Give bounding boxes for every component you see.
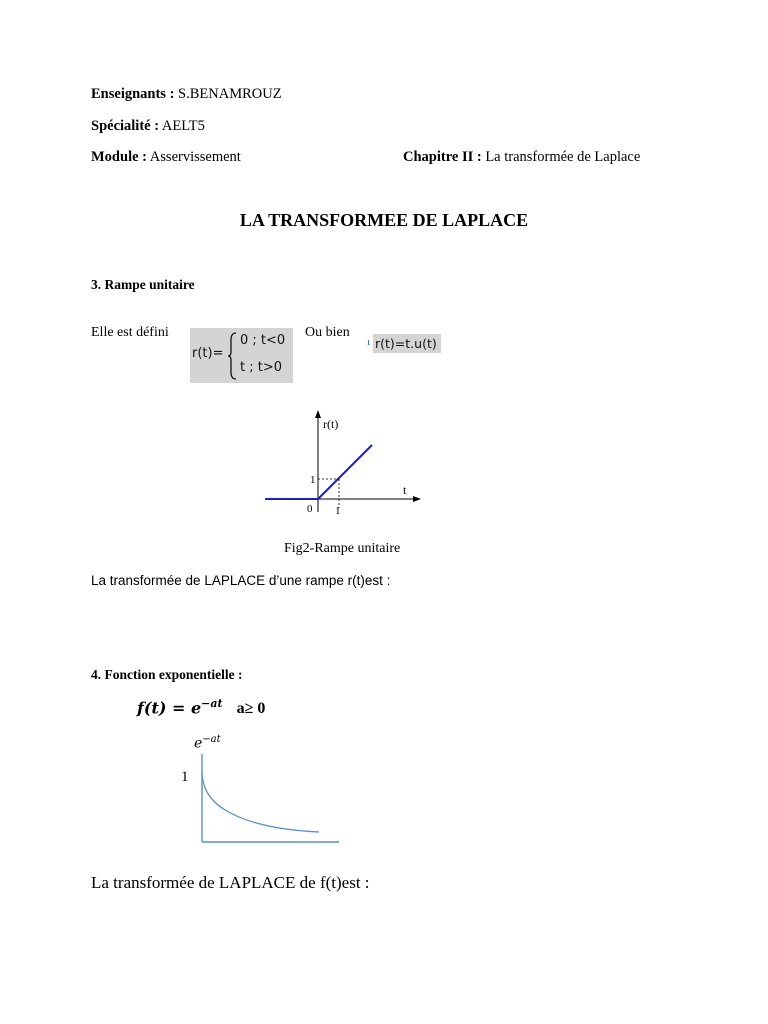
module-line bbox=[91, 149, 241, 166]
exp-formula-exponent: −at bbox=[201, 697, 223, 710]
ramp-figure bbox=[255, 408, 430, 520]
ramp-x-arrow-icon bbox=[413, 496, 421, 502]
piecewise-lhs: r(t)= bbox=[192, 346, 224, 361]
exp-formula bbox=[137, 697, 265, 718]
teacher-label: Enseignants : bbox=[91, 86, 175, 102]
figure-caption: Fig2-Rampe unitaire bbox=[284, 541, 401, 556]
chapter-line bbox=[403, 149, 640, 166]
or-text: Ou bien bbox=[305, 325, 350, 340]
piecewise-case-1: 0 ; t<0 bbox=[240, 333, 286, 348]
exp-curve-label-base: e bbox=[194, 735, 203, 752]
exp-laplace-text: La transformée de LAPLACE de f(t)est : bbox=[91, 873, 370, 892]
brace-icon bbox=[228, 332, 238, 380]
ramp-y-arrow-icon bbox=[315, 410, 321, 418]
exp-condition: a≥ 0 bbox=[236, 700, 266, 718]
alt-formula: r(t)=t.u(t) bbox=[375, 336, 437, 351]
piecewise-case-2: t ; t>0 bbox=[240, 360, 283, 375]
section-4-heading: 4. Fonction exponentielle : bbox=[91, 667, 243, 682]
module-value: Asservissement bbox=[146, 149, 241, 165]
ramp-x-tick-label: 1 bbox=[335, 505, 341, 517]
exp-y-tick-label: 1 bbox=[181, 769, 189, 785]
chapter-value: La transformée de Laplace bbox=[481, 149, 641, 165]
exp-figure bbox=[195, 748, 345, 848]
ramp-origin-label: 0 bbox=[307, 503, 313, 515]
ramp-intro-text: Elle est défini bbox=[91, 325, 169, 340]
alt-formula-box bbox=[373, 334, 441, 353]
module-label: Module : bbox=[91, 149, 147, 165]
teacher-line bbox=[91, 86, 282, 103]
section-3-heading: 3. Rampe unitaire bbox=[91, 277, 195, 292]
exp-curve bbox=[202, 774, 319, 832]
ramp-laplace-text: La transformée de LAPLACE d’une rampe r(t)est : bbox=[91, 573, 391, 588]
chapter-label: Chapitre II : bbox=[403, 149, 482, 165]
page-title: LA TRANSFORMEE DE LAPLACE bbox=[239, 210, 529, 230]
specialty-line bbox=[91, 118, 205, 135]
alt-marker: ı bbox=[367, 336, 371, 348]
ramp-y-tick-label: 1 bbox=[310, 474, 316, 486]
specialty-label: Spécialité : bbox=[91, 118, 160, 134]
ramp-line bbox=[318, 445, 372, 499]
exp-formula-main: f(t) = e bbox=[137, 698, 202, 718]
exp-curve-label-exponent: −at bbox=[202, 734, 221, 745]
ramp-x-label: t bbox=[403, 483, 407, 497]
specialty-value: AELT5 bbox=[159, 118, 205, 134]
ramp-y-label: r(t) bbox=[323, 417, 339, 431]
piecewise-formula-box bbox=[190, 328, 293, 383]
teacher-value: S.BENAMROUZ bbox=[174, 86, 282, 102]
